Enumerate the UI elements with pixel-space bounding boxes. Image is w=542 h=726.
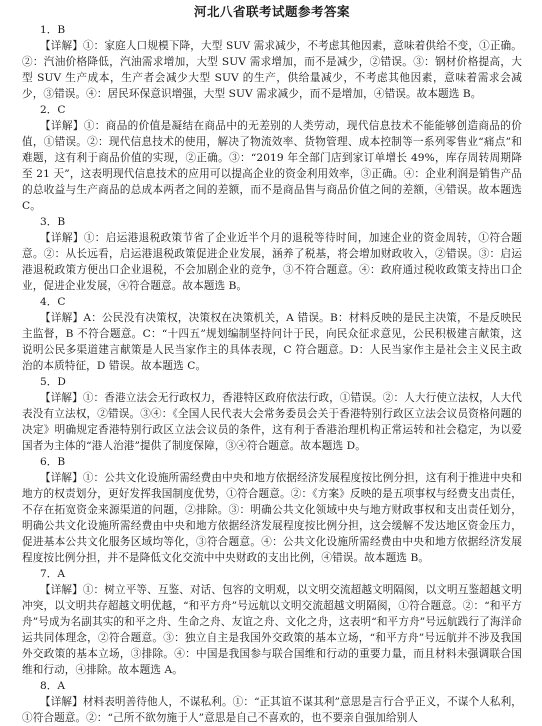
question-explanation: 【详解】①：家庭人口规模下降，大型 SUV 需求减少，不考虑其他因素，意味着供给不变，①正确。②：汽油价格降低，汽油需求增加，大型 SUV 需求增加，而不是减少，②错误。③：钢材价格提高，大型 SUV 生产成本，生产者会减少大型 SUV 的生产，供给量减少，不考虑其他因素，意味着需求会减少，③错误。④：居民环保意识增强，大型 SUV 需求减少，而不是增加，④错误。故本题选 B。 xyxy=(22,40,522,100)
question-number: 3．B xyxy=(40,216,66,228)
question-explanation: 【详解】①：公共文化设施所需经费由中央和地方依据经济发展程度按比例分担，这有利于推进中央和地方的权责划分，更好发挥我国制度优势，①符合题意。②：《方案》反映的是五项事权与经费支出责任，不存在拓宽资金来源渠道的问题，②排除。③：明确公共文化领域中央与地方财政事权和支出责任划分，明确公共文化设施所需经费由中央和地方依据经济发展程度按比例分担，这会缓解不发达地区资金压力，促进基本公共文化服务区域均等化，③符合题意。④：公共文化设施所需经费由中央和地方依据经济发展程度按比例分担，并不是降低文化交流中中央财政的支出比例，④错误。故本题选 B。 xyxy=(22,472,522,564)
question-explanation: 【详解】①：树立平等、互鉴、对话、包容的文明观，以文明交流超越文明隔阂，以文明互鉴超越文明冲突，以文明共存超越文明优越，“和平方舟”号远航以文明交流超越文明隔阂，①符合题意。②：“和平方舟”号成为名副其实的和平之舟、生命之舟、友谊之舟、文化之舟，这表明“和平方舟”号远航践行了海洋命运共同体理念，②符合题意。③：独立自主是我国外交政策的基本立场，“和平方舟”号远航并不涉及我国外交政策的基本立场，③排除。④：中国是我国参与联合国维和行动的重要力量，而且材料未强调联合国维和行动，④排除。故本题选 A。 xyxy=(22,584,522,676)
question-explanation: 【详解】材料表明善待他人，不谋私利。①：“正其谊不谋其利”意思是言行合乎正义，不谋个人私利，①符合题意。②：“己所不欲勿施于人”意思是自己不喜欢的，也不要亲自强加给别人 xyxy=(22,696,522,724)
question-6 xyxy=(22,454,522,566)
question-number: 7．A xyxy=(40,568,65,580)
question-3 xyxy=(22,214,522,294)
question-1 xyxy=(22,22,522,102)
document-title: 河北八省联考试题参考答案 xyxy=(193,4,350,19)
question-explanation: 【详解】A：公民没有决策权，决策权在决策机关，A 错误。B：材料反映的是民主决策，不是反映民主监督，B 不符合题意。C：“十四五”规划编制坚持问计于民，向民众征求意见，公民积极建言献策，这说明公民多渠道建言献策是人民当家作主的具体表现，C 符合题意。D：人民当家作主是社会主义民主政治的本质特征，D 错误。故本题选 C。 xyxy=(22,312,522,372)
question-number: 8．A xyxy=(40,680,65,692)
question-5 xyxy=(22,374,522,454)
question-number: 4．C xyxy=(40,296,66,308)
question-7 xyxy=(22,566,522,678)
question-number: 5．D xyxy=(40,376,66,388)
question-explanation: 【详解】①：商品的价值是凝结在商品中的无差别的人类劳动，现代信息技术不能能够创造商品的价值，①错误。②：现代信息技术的使用，解决了物流效率、货物管理、成本控制等一系列零售业“痛点”和难题，这有利于商品价值的实现，②正确。③：“2019 年全部门店到家订单增长 49%，库存周转周期降至 21 天”，这表明现代信息技术的应用可以提高企业的资金利用效率，③正确。④：企业利润是销售产品的总收益与生产商品的总成本两者之间的差额，而不是商品售与商品价值之间的差额，④错误。故本题选 C。 xyxy=(22,120,522,212)
question-explanation: 【详解】①：香港立法会无行政权力，香港特区政府依法行政，①错误。②：人大行使立法权，人大代表没有立法权，②错误。③④：《全国人民代表大会常务委员会关于香港特别行政区立法会议员资格问题的决定》明确规定香港特别行政区立法会议员的条件，这有利于香港治理机构正常运转和社会稳定，为以爱国者为主体的“港人治港”提供了制度保障，③④符合题意。故本题选 D。 xyxy=(22,392,522,452)
question-number: 6．B xyxy=(40,456,66,468)
question-8 xyxy=(22,678,522,726)
question-number: 2．C xyxy=(40,104,66,116)
question-number: 1．B xyxy=(40,24,66,36)
question-4 xyxy=(22,294,522,374)
question-explanation: 【详解】①：启运港退税政策节省了企业近半个月的退税等待时间，加速企业的资金周转，①符合题意。②：从长远看，启运港退税政策促进企业发展，涵养了税基，将会增加财政收入，②错误。③：启运港退税政策方便出口企业退税，不会加剧企业的竞争，③不符合题意。④：政府通过税收政策支持出口企业，促进企业发展，④符合题意。故本题选 B。 xyxy=(22,232,522,292)
question-2 xyxy=(22,102,522,214)
